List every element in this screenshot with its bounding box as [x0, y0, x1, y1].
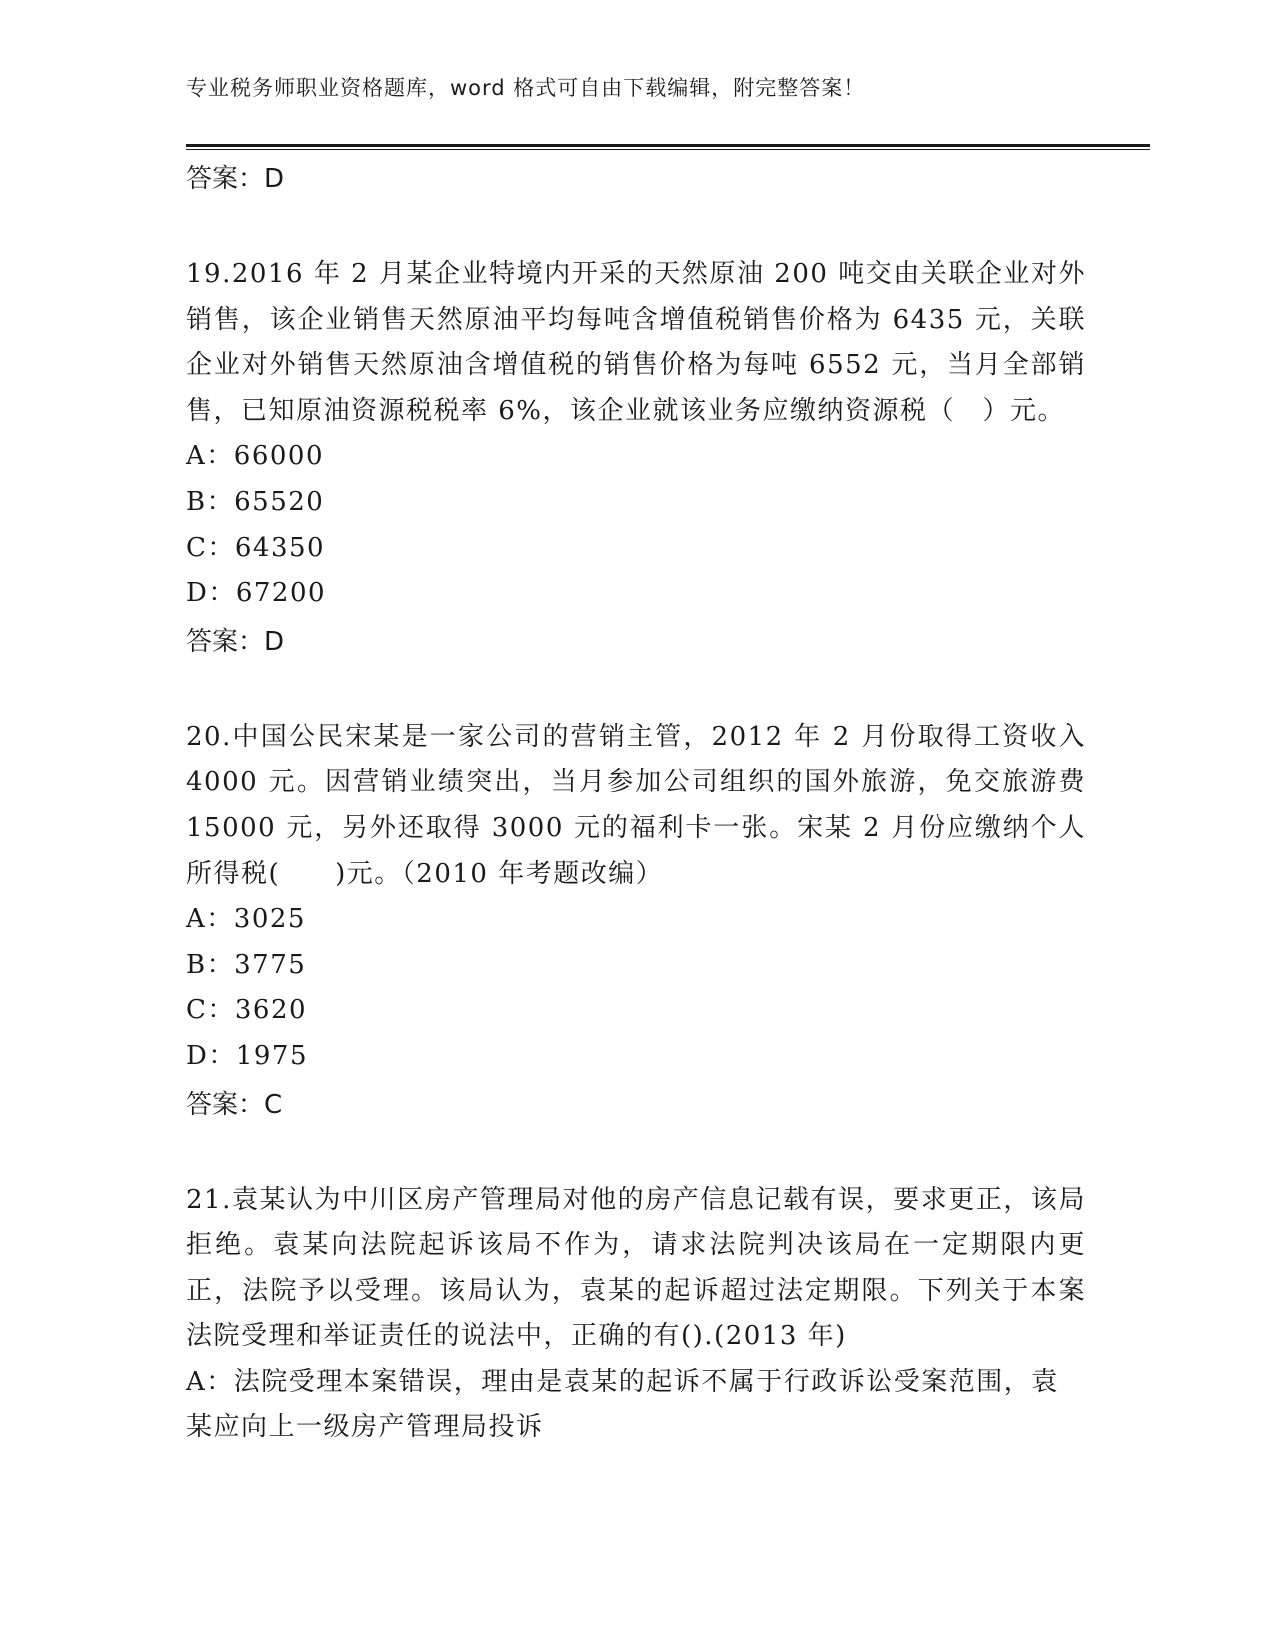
answer-label: 答案：D: [186, 626, 285, 657]
option-d: D：1975: [186, 1040, 309, 1071]
question-block: [186, 252, 1086, 665]
page-content: [186, 154, 1086, 1451]
header-rule-thin: [186, 149, 1150, 150]
question-text: 19.2016 年 2 月某企业特境内开采的天然原油 200 吨交由关联企业对外销售，该企业销售天然原油平均每吨含增值税销售价格为 6435 元，关联企业对外销售天然原油含增值税的销售价格为每吨 6552 元，当月全部销售，已知原油资源税税率 6%，该企业就该业务应缴纳资源税（ ）元。: [186, 259, 1086, 426]
page-header: 专业税务师职业资格题库，word 格式可自由下载编辑，附完整答案！: [186, 76, 866, 100]
answer-label: 答案：C: [186, 1089, 283, 1120]
option-c: C：64350: [186, 532, 326, 563]
header-rule-thick: [186, 144, 1150, 147]
option-b: B：3775: [186, 949, 307, 980]
question-block: [186, 1178, 1086, 1452]
option-d: D：67200: [186, 578, 327, 609]
question-block: [186, 715, 1086, 1128]
option-a: A：66000: [186, 441, 324, 472]
option-a: A：3025: [186, 904, 306, 935]
option-c: C：3620: [186, 995, 308, 1026]
question-text: 20.中国公民宋某是一家公司的营销主管，2012 年 2 月份取得工资收入 4000 元。因营销业绩突出，当月参加公司组织的国外旅游，免交旅游费 15000 元，另外还取得 3000 元的福利卡一张。宋某 2 月份应缴纳个人所得税( )元。（2010 年考题改编）: [186, 721, 1086, 889]
question-text: 21.袁某认为中川区房产管理局对他的房产信息记载有误，要求更正，该局拒绝。袁某向法院起诉该局不作为，请求法院判决该局在一定期限内更正，法院予以受理。该局认为，袁某的起诉超过法定期限。下列关于本案法院受理和举证责任的说法中，正确的有().(2013 年): [186, 1184, 1086, 1352]
answer-label: 答案：D: [186, 164, 285, 194]
option-b: B：65520: [186, 486, 325, 517]
option-a: A：法院受理本案错误，理由是袁某的起诉不属于行政诉讼受案范围，袁某应向上一级房产管理局投诉: [186, 1366, 1059, 1443]
